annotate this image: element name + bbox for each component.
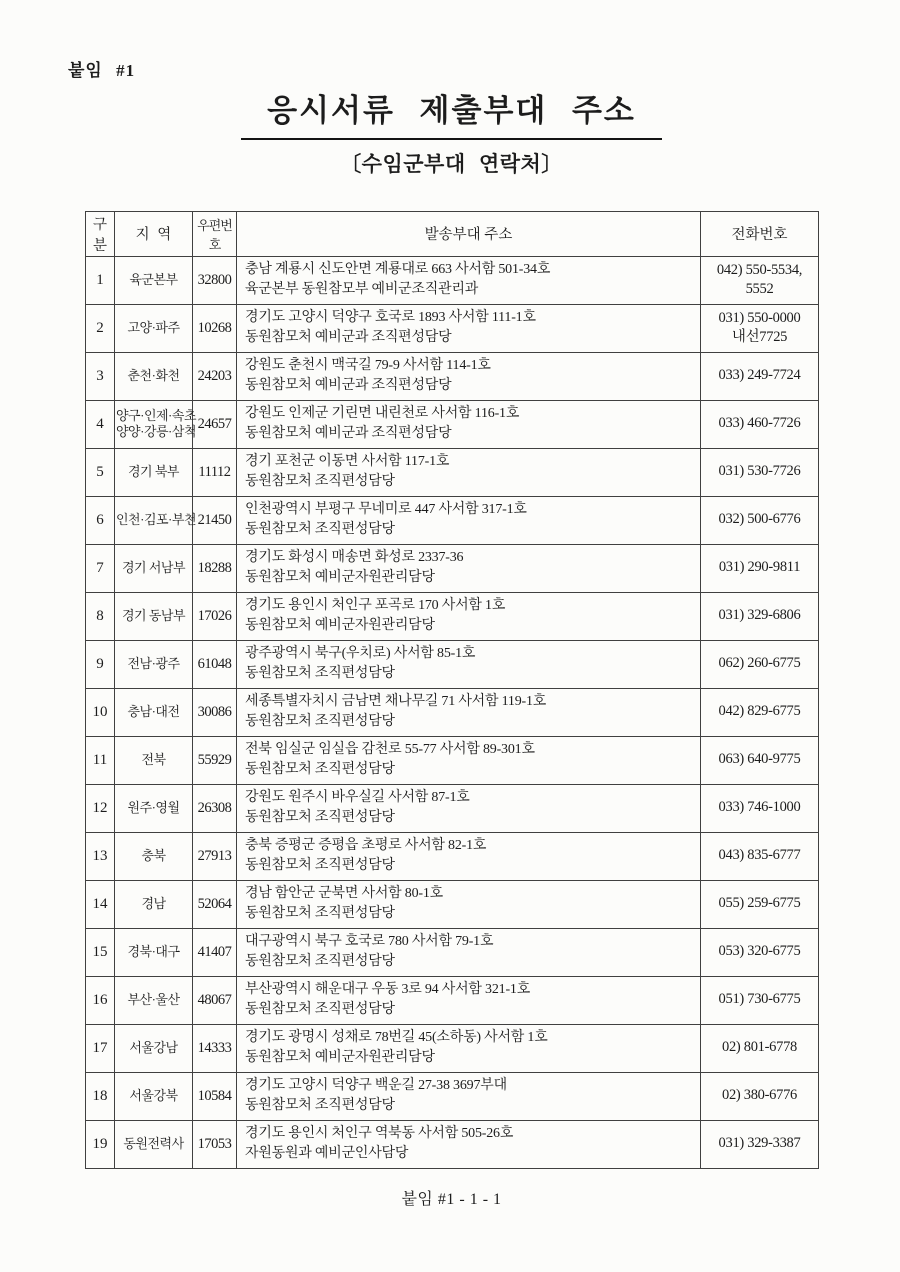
cell-postal-code: 18288: [193, 544, 237, 592]
cell-phone: 062) 260-6775: [701, 640, 819, 688]
cell-region: 고양·파주: [115, 304, 193, 352]
cell-region: 경기 북부: [115, 448, 193, 496]
cell-region: 부산·울산: [115, 976, 193, 1024]
cell-phone: 033) 460-7726: [701, 400, 819, 448]
cell-address: 부산광역시 해운대구 우동 3로 94 사서함 321-1호 동원참모처 조직편성담당: [237, 976, 701, 1024]
cell-no: 14: [86, 880, 115, 928]
page-title: 응시서류 제출부대 주소: [241, 93, 662, 140]
cell-phone: 02) 380-6776: [701, 1072, 819, 1120]
cell-postal-code: 17026: [193, 592, 237, 640]
cell-region: 육군본부: [115, 256, 193, 304]
col-header-region: 지 역: [115, 211, 193, 256]
page-subtitle: 〔수임군부대 연락처〕: [340, 152, 563, 176]
table-header: [86, 211, 819, 256]
table-body: [86, 256, 819, 1168]
cell-postal-code: 55929: [193, 736, 237, 784]
cell-postal-code: 10268: [193, 304, 237, 352]
cell-address: 경기도 고양시 덕양구 호국로 1893 사서함 111-1호 동원참모처 예비군과 조직편성담당: [237, 304, 701, 352]
col-header-no: 구분: [86, 211, 115, 256]
cell-region: 전북: [115, 736, 193, 784]
cell-region: 동원전력사: [115, 1120, 193, 1168]
cell-region: 전남·광주: [115, 640, 193, 688]
cell-no: 4: [86, 400, 115, 448]
cell-no: 18: [86, 1072, 115, 1120]
cell-address: 강원도 인제군 기린면 내린천로 사서함 116-1호 동원참모처 예비군과 조직편성담당: [237, 400, 701, 448]
cell-region: 경기 동남부: [115, 592, 193, 640]
cell-postal-code: 14333: [193, 1024, 237, 1072]
cell-phone: 031) 550-0000 내선7725: [701, 304, 819, 352]
cell-postal-code: 21450: [193, 496, 237, 544]
cell-phone: 042) 550-5534, 5552: [701, 256, 819, 304]
table-row: [86, 784, 819, 832]
title-block: [85, 93, 818, 178]
cell-phone: 043) 835-6777: [701, 832, 819, 880]
table-row: [86, 832, 819, 880]
cell-address: 전북 임실군 임실읍 감천로 55-77 사서함 89-301호 동원참모처 조직편성담당: [237, 736, 701, 784]
table-row: [86, 640, 819, 688]
table-row: [86, 1024, 819, 1072]
page-footer: 붙임 #1 - 1 - 1: [401, 1190, 502, 1208]
cell-postal-code: 52064: [193, 880, 237, 928]
cell-address: 강원도 원주시 바우실길 사서함 87-1호 동원참모처 조직편성담당: [237, 784, 701, 832]
cell-region: 춘천·화천: [115, 352, 193, 400]
cell-region: 경기 서남부: [115, 544, 193, 592]
attachment-label: 붙임 #1: [68, 61, 136, 80]
cell-address: 경기도 고양시 덕양구 백운길 27-38 3697부대 동원참모처 조직편성담당: [237, 1072, 701, 1120]
cell-phone: 042) 829-6775: [701, 688, 819, 736]
cell-address: 충남 계룡시 신도안면 계룡대로 663 사서함 501-34호 육군본부 동원참모부 예비군조직관리과: [237, 256, 701, 304]
cell-no: 7: [86, 544, 115, 592]
cell-address: 경기 포천군 이동면 사서함 117-1호 동원참모처 조직편성담당: [237, 448, 701, 496]
cell-address: 세종특별자치시 금남면 채나무길 71 사서함 119-1호 동원참모처 조직편성담당: [237, 688, 701, 736]
col-header-address: 발송부대 주소: [237, 211, 701, 256]
cell-phone: 055) 259-6775: [701, 880, 819, 928]
table-row: [86, 736, 819, 784]
col-header-postal: 우편번호: [193, 211, 237, 256]
cell-region: 인천·김포·부천: [115, 496, 193, 544]
cell-phone: 031) 530-7726: [701, 448, 819, 496]
col-header-phone: 전화번호: [701, 211, 819, 256]
cell-postal-code: 17053: [193, 1120, 237, 1168]
table-row: [86, 400, 819, 448]
cell-address: 광주광역시 북구(우치로) 사서함 85-1호 동원참모처 조직편성담당: [237, 640, 701, 688]
cell-no: 11: [86, 736, 115, 784]
cell-postal-code: 61048: [193, 640, 237, 688]
cell-region: 충남·대전: [115, 688, 193, 736]
cell-postal-code: 27913: [193, 832, 237, 880]
cell-no: 13: [86, 832, 115, 880]
cell-no: 5: [86, 448, 115, 496]
cell-no: 6: [86, 496, 115, 544]
cell-address: 경기도 광명시 성채로 78번길 45(소하동) 사서함 1호 동원참모처 예비군자원관리담당: [237, 1024, 701, 1072]
table-row: [86, 928, 819, 976]
table-row: [86, 592, 819, 640]
cell-no: 16: [86, 976, 115, 1024]
cell-phone: 051) 730-6775: [701, 976, 819, 1024]
cell-address: 대구광역시 북구 호국로 780 사서함 79-1호 동원참모처 조직편성담당: [237, 928, 701, 976]
cell-phone: 033) 746-1000: [701, 784, 819, 832]
cell-no: 2: [86, 304, 115, 352]
table-row: [86, 256, 819, 304]
table-row: [86, 496, 819, 544]
cell-phone: 02) 801-6778: [701, 1024, 819, 1072]
cell-phone: 031) 329-6806: [701, 592, 819, 640]
cell-phone: 063) 640-9775: [701, 736, 819, 784]
cell-postal-code: 26308: [193, 784, 237, 832]
table-row: [86, 352, 819, 400]
cell-address: 강원도 춘천시 맥국길 79-9 사서함 114-1호 동원참모처 예비군과 조직편성담당: [237, 352, 701, 400]
cell-postal-code: 48067: [193, 976, 237, 1024]
cell-address: 충북 증평군 증평읍 초평로 사서함 82-1호 동원참모처 조직편성담당: [237, 832, 701, 880]
cell-region: 경남: [115, 880, 193, 928]
cell-no: 17: [86, 1024, 115, 1072]
cell-address: 경기도 용인시 처인구 포곡로 170 사서함 1호 동원참모처 예비군자원관리담당: [237, 592, 701, 640]
cell-phone: 031) 329-3387: [701, 1120, 819, 1168]
table-row: [86, 880, 819, 928]
unit-address-table: [85, 211, 819, 1169]
cell-no: 9: [86, 640, 115, 688]
cell-no: 15: [86, 928, 115, 976]
cell-no: 12: [86, 784, 115, 832]
table-row: [86, 544, 819, 592]
table-header-row: [86, 211, 819, 256]
cell-postal-code: 24657: [193, 400, 237, 448]
cell-postal-code: 24203: [193, 352, 237, 400]
cell-region: 원주·영월: [115, 784, 193, 832]
cell-address: 경기도 용인시 처인구 역북동 사서함 505-26호 자원동원과 예비군인사담당: [237, 1120, 701, 1168]
cell-phone: 033) 249-7724: [701, 352, 819, 400]
table-row: [86, 1120, 819, 1168]
cell-no: 19: [86, 1120, 115, 1168]
table-row: [86, 688, 819, 736]
cell-postal-code: 10584: [193, 1072, 237, 1120]
cell-phone: 032) 500-6776: [701, 496, 819, 544]
cell-postal-code: 11112: [193, 448, 237, 496]
cell-region: 서울강북: [115, 1072, 193, 1120]
table-row: [86, 1072, 819, 1120]
cell-no: 8: [86, 592, 115, 640]
cell-address: 경남 함안군 군북면 사서함 80-1호 동원참모처 조직편성담당: [237, 880, 701, 928]
table-row: [86, 976, 819, 1024]
cell-postal-code: 32800: [193, 256, 237, 304]
cell-no: 3: [86, 352, 115, 400]
cell-address: 경기도 화성시 매송면 화성로 2337-36 동원참모처 예비군자원관리담당: [237, 544, 701, 592]
table-row: [86, 304, 819, 352]
cell-region: 충북: [115, 832, 193, 880]
cell-no: 1: [86, 256, 115, 304]
table-row: [86, 448, 819, 496]
cell-region: 양구·인제·속초 양양·강릉·삼척: [115, 400, 193, 448]
cell-region: 서울강남: [115, 1024, 193, 1072]
cell-address: 인천광역시 부평구 무네미로 447 사서함 317-1호 동원참모처 조직편성담당: [237, 496, 701, 544]
cell-no: 10: [86, 688, 115, 736]
cell-phone: 053) 320-6775: [701, 928, 819, 976]
cell-phone: 031) 290-9811: [701, 544, 819, 592]
cell-postal-code: 30086: [193, 688, 237, 736]
cell-region: 경북·대구: [115, 928, 193, 976]
cell-postal-code: 41407: [193, 928, 237, 976]
